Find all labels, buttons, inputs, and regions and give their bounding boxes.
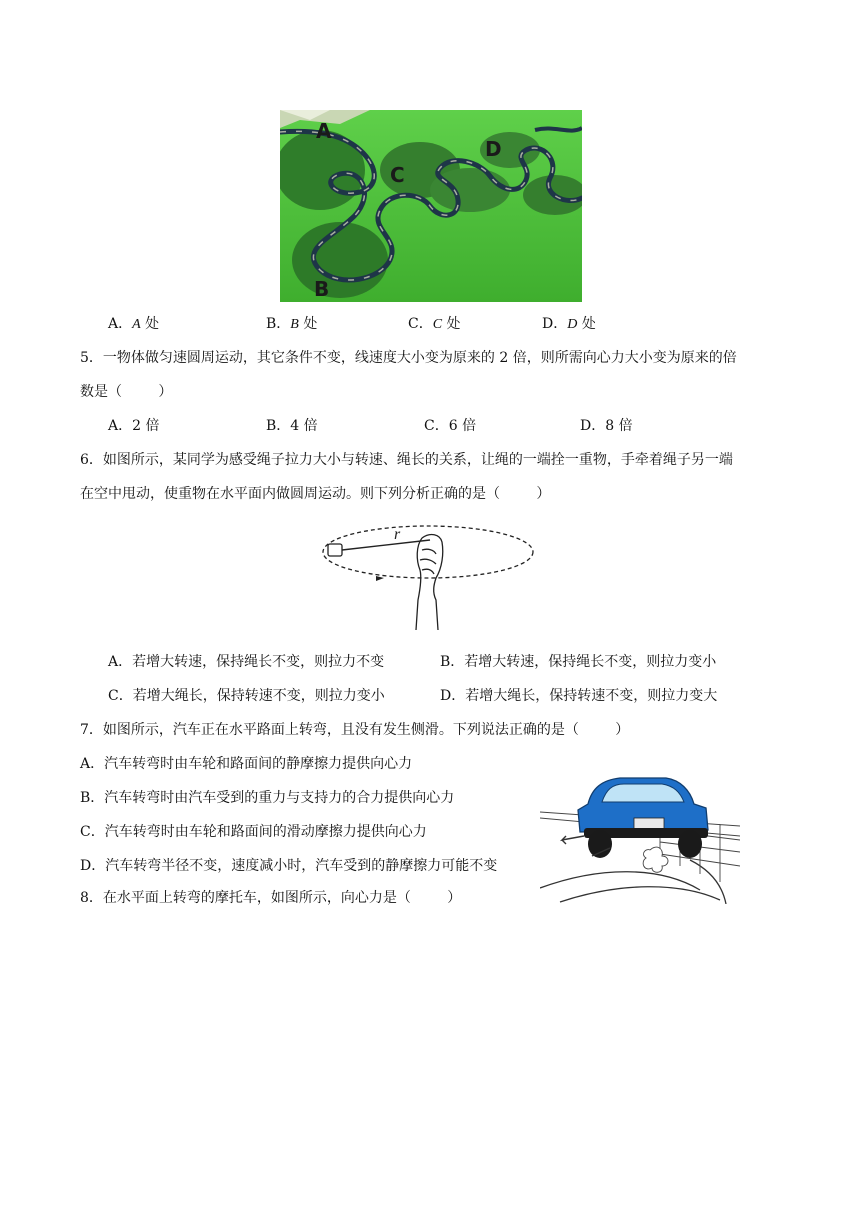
q4-option-d[interactable]	[542, 314, 596, 335]
stem-text: 7．如图所示，汽车正在水平路面上转弯，且没有发生侧滑。下列说法正确的是（	[80, 722, 579, 738]
q7-option-a[interactable]: A．汽车转弯时由车轮和路面间的静摩擦力提供向心力	[80, 756, 413, 772]
q7-option-b[interactable]: B．汽车转弯时由汽车受到的重力与支持力的合力提供向心力	[80, 790, 455, 806]
stem-close: ）	[615, 722, 630, 738]
option-letter: A．	[108, 316, 133, 332]
q7-option-d[interactable]: D．汽车转弯半径不变，速度减小时，汽车受到的静摩擦力可能不变	[80, 858, 498, 874]
image-label-b: B	[314, 277, 330, 301]
river-meander-image	[280, 110, 582, 302]
option-variable: D	[567, 317, 578, 332]
option-text: 处	[303, 316, 318, 332]
q5-stem-line1: 5．一物体做匀速圆周运动，其它条件不变，线速度大小变为原来的 2 倍，则所需向心力大小变为原来的倍	[80, 350, 737, 366]
q5-option-a[interactable]: A．2 倍	[108, 418, 160, 434]
rope-circle-figure	[318, 520, 542, 636]
stem-text: 数是（	[80, 384, 122, 400]
q6-option-b[interactable]: B．若增大转速，保持绳长不变，则拉力变小	[440, 654, 717, 670]
turning-car-figure	[540, 770, 740, 904]
option-letter: D．	[542, 316, 568, 332]
q5-stem-line2	[80, 382, 172, 402]
q6-option-c[interactable]: C．若增大绳长，保持转速不变，则拉力变小	[108, 688, 385, 704]
option-letter: C．	[408, 316, 433, 332]
q6-option-a[interactable]: A．若增大转速，保持绳长不变，则拉力不变	[108, 654, 385, 670]
stem-close: ）	[158, 384, 173, 400]
stem-text: 8．在水平面上转弯的摩托车，如图所示，向心力是（	[80, 890, 411, 906]
image-label-c: C	[390, 163, 405, 187]
option-variable: C	[432, 317, 443, 332]
weight-icon	[328, 544, 342, 556]
q6-stem-line2	[80, 484, 550, 504]
q5-option-c[interactable]: C．6 倍	[424, 418, 477, 434]
option-text: 处	[446, 316, 461, 332]
image-label-d: D	[485, 137, 502, 161]
hand-icon	[416, 535, 443, 630]
option-letter: B．	[266, 316, 291, 332]
q5-option-d[interactable]: D．8 倍	[580, 418, 633, 434]
q6-stem-line1: 6．如图所示，某同学为感受绳子拉力大小与转速、绳长的关系，让绳的一端拴一重物，手牵着绳子另一端	[80, 452, 733, 468]
q6-option-d[interactable]: D．若增大绳长，保持转速不变，则拉力变大	[440, 688, 718, 704]
stem-close: ）	[447, 890, 462, 906]
q4-option-a[interactable]	[108, 314, 159, 335]
q7-option-c[interactable]: C．汽车转弯时由车轮和路面间的滑动摩擦力提供向心力	[80, 824, 427, 840]
image-label-a: A	[316, 119, 332, 143]
q5-option-b[interactable]: B．4 倍	[266, 418, 318, 434]
option-variable: A	[132, 317, 141, 332]
radius-label: r	[394, 526, 401, 543]
q8-stem	[80, 888, 461, 908]
option-text: 处	[145, 316, 160, 332]
q4-option-b[interactable]	[266, 314, 317, 335]
q4-option-c[interactable]	[408, 314, 461, 335]
q7-stem	[80, 720, 629, 740]
option-text: 处	[581, 316, 596, 332]
option-variable: B	[290, 317, 299, 332]
stem-text: 在空中甩动，使重物在水平面内做圆周运动。则下列分析正确的是（	[80, 486, 500, 502]
stem-close: ）	[536, 486, 551, 502]
